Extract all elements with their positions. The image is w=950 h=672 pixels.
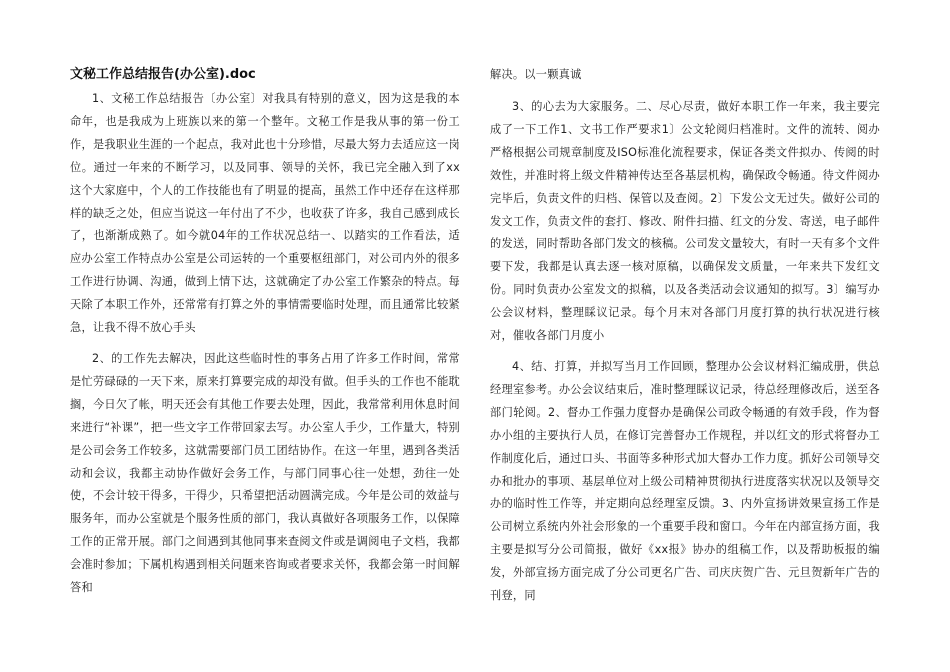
paragraph-gap — [490, 88, 880, 96]
left-column — [70, 62, 460, 600]
paragraph-continuation: 解决。以一颗真诚 — [490, 68, 582, 81]
paragraph-gap — [490, 348, 880, 356]
paragraph-3: 3、的心去为大家服务。二、尽心尽责，做好本职工作一年来，我主要完成了一下工作1、文书工作严要求1〕公文轮阅归档准时。文件的流转、阅办严格根据公司规章制度及ISO标准化流程要求，保证各类文件拟办、传阅的时效性，并准时将上级文件精神传达至各基层机构，确保政令畅通。待文件阅办完毕后，负责文件的归档、保管以及查阅。2〕下发公文无过失。做好公司的发文工作，负责文件的套打、修改、附件扫描、红文的分发、寄送，电子邮件的发送，同时帮助各部门发文的核稿。公司发文量较大，有时一天有多个文件要下发，我都是认真去逐一核对原稿，以确保发文质量，一年来共下发红文份。同时负责办公室发文的拟稿，以及各类活动会议通知的拟写。3〕编写办公会议材料，整理睬议记录。每个月末对各部门月度打算的执行状况进行核对，催收各部门月度小 — [490, 100, 880, 343]
paragraph-1: 1、文秘工作总结报告〔办公室〕对我具有特别的意义，因为这是我的本命年，也是我成为上班族以来的第一个整年。文秘工作是我从事的第一份工作，是我职业生涯的一个起点，我对此也十分珍惜，尽最大努力去适应这一岗位。通过一年来的不断学习，以及同事、领导的关怀，我已完全融入到了xx这个大家庭中，个人的工作技能也有了明显的提高，虽然工作中还存在这样那样的缺乏之处，但应当说这一年付出了不少，也收获了许多，我自己感到成长了，也渐渐成熟了。如今就04年的工作状况总结一、以踏实的工作看法，适应办公室工作特点办公室是公司运转的一个重要枢纽部门，对公司内外的很多工作进行协调、沟通，做到上情下达，这就确定了办公室工作繁杂的特点。每天除了本职工作外，还常常有打算之外的事情需要临时处理，而且通常比较紧急，让我不得不放心手头 — [70, 92, 460, 335]
right-column — [490, 62, 880, 608]
document-title: 文秘工作总结报告(办公室).doc — [70, 67, 256, 82]
paragraph-4: 4、结、打算，并拟写当月工作回顾，整理办公会议材料汇编成册，供总经理室参考。办公会议结束后，准时整理睬议记录，待总经理修改后，送至各部门轮阅。2、督办工作强力度督办是确保公司政令畅通的有效手段，作为督办小组的主要执行人员，在修订完善督办工作规程，并以红文的形式将督办工作制度化后，通过口头、书面等多种形式加大督办工作力度。抓好公司领导交办和批办的事项、基层单位对上级公司精神贯彻执行进度落实状况以及领导交办的临时性工作等，并定期向总经理室反馈。3、内外宣扬讲效果宣扬工作是公司树立系统内外社会形象的一个重要手段和窗口。今年在内部宣扬方面，我主要是拟写分公司简报，做好《xx报》协办的组稿工作，以及帮助板报的编发，外部宣扬方面完成了分公司更名广告、司庆庆贺广告、元旦贺新年广告的刊登，同 — [490, 359, 880, 603]
paragraph-gap — [70, 340, 460, 348]
paragraph-2: 2、的工作先去解决，因此这些临时性的事务占用了许多工作时间，常常是忙劳碌碌的一天下来，原来打算要完成的却没有做。但手头的工作也不能耽搁，今日欠了帐，明天还会有其他工作要去处理，因此，我常常利用休息时间来进行“补课”，把一些文字工作带回家去写。办公室人手少，工作量大，特别是公司会务工作较多，这就需要部门员工团结协作。在这一年里，遇到各类活动和会议，我都主动协作做好会务工作，与部门同事心往一处想，劲往一处使，不会计较干得多，干得少，只希望把活动圆满完成。今年是公司的效益与服务年，而办公室就是个服务性质的部门，我认真做好各项服务工作，以保障工作的正常开展。部门之间遇到其他同事来查阅文件或是调阅电子文档，我都会准时参加；下属机构遇到相关问题来咨询或者要求关怀，我都会第一时间解答和 — [70, 351, 460, 595]
